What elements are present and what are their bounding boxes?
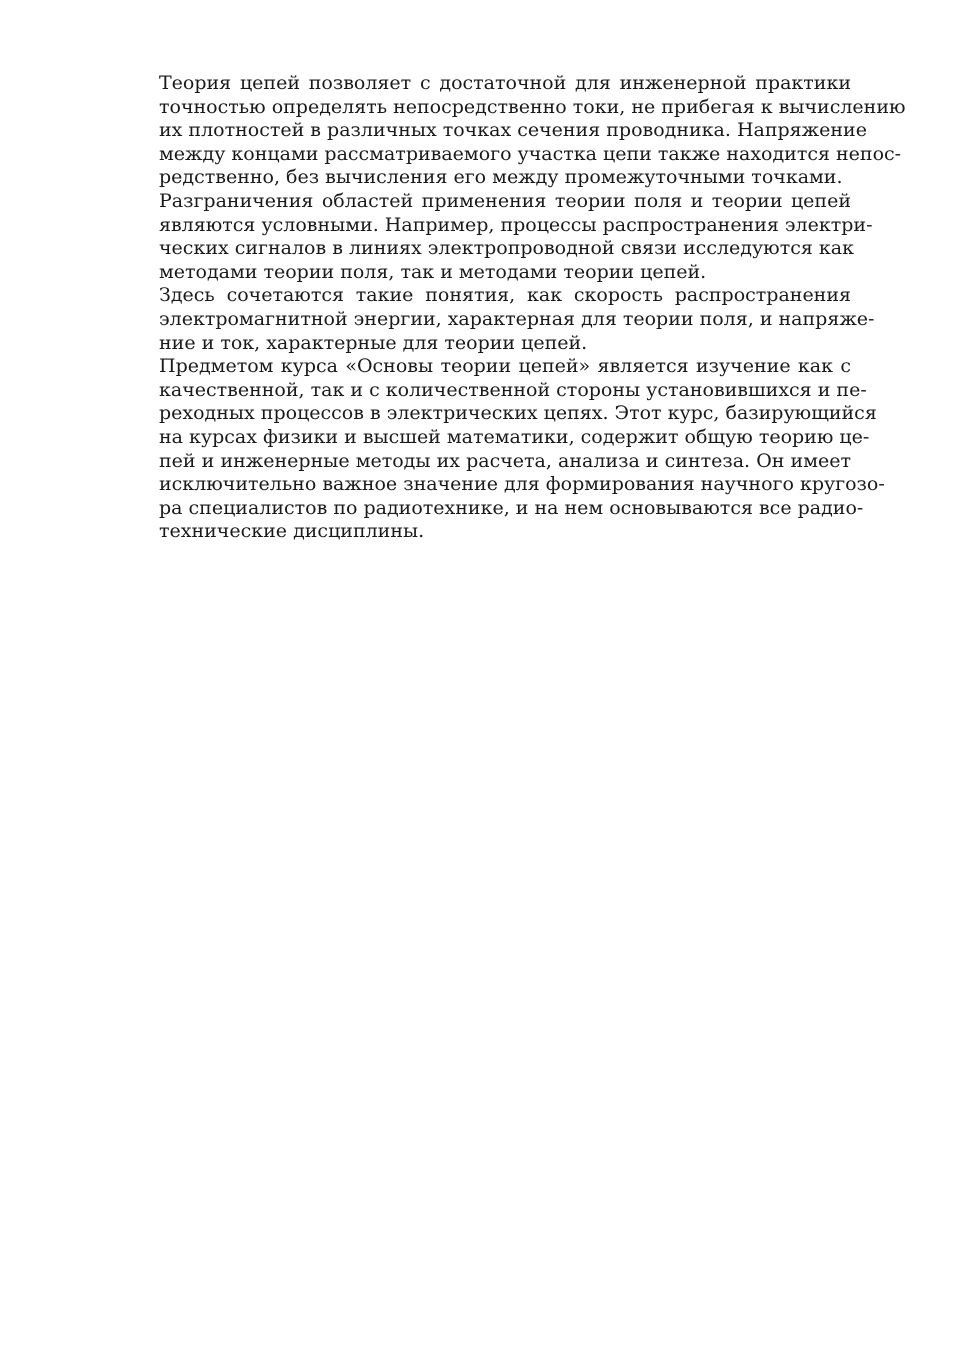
text-line: Теория цепей позволяет с достаточной для инженерной практики <box>159 72 851 94</box>
text-line: ческих сигналов в линиях электропроводной связи исследуются как <box>159 237 854 260</box>
text-line: их плотностей в различных точках сечения проводника. Напряжение <box>159 119 867 142</box>
paragraph-2 <box>124 189 873 284</box>
text-line: ра специалистов по радиотехнике, и на нем основываются все радио- <box>159 496 864 519</box>
body-text <box>124 72 906 544</box>
text-line: являются условными. Например, процессы распространения электри- <box>159 213 873 236</box>
paragraph-3 <box>124 284 875 355</box>
text-line: исключительно важное значение для формирования научного кругозо- <box>159 473 885 496</box>
text-line: реходных процессов в электрических цепях. Этот курс, базирующийся <box>159 402 877 425</box>
paragraph-4 <box>124 355 885 544</box>
text-line: Здесь сочетаются такие понятия, как скорость распространения <box>159 284 851 307</box>
text-line: методами теории поля, так и методами теории цепей. <box>159 260 707 283</box>
paragraph-1 <box>124 72 906 190</box>
text-line: качественной, так и с количественной стороны установившихся и пе- <box>159 378 867 401</box>
text-line: Предметом курса «Основы теории цепей» является изучение как с <box>159 355 851 378</box>
text-line: технические дисциплины. <box>159 520 425 543</box>
text-line: ние и ток, характерные для теории цепей. <box>159 331 588 354</box>
text-line: редственно, без вычисления его между промежуточными точками. <box>159 166 843 189</box>
text-line: точностью определять непосредственно токи, не прибегая к вычислению <box>159 95 906 118</box>
text-line: пей и инженерные методы их расчета, анализа и синтеза. Он имеет <box>159 449 851 472</box>
text-line: Разграничения областей применения теории поля и теории цепей <box>159 189 851 212</box>
text-line: на курсах физики и высшей математики, содержит общую теорию це- <box>159 425 870 448</box>
text-line: между концами рассматриваемого участка цепи также находится непос- <box>159 142 902 165</box>
text-line: электромагнитной энергии, характерная для теории поля, и напряже- <box>159 307 875 330</box>
